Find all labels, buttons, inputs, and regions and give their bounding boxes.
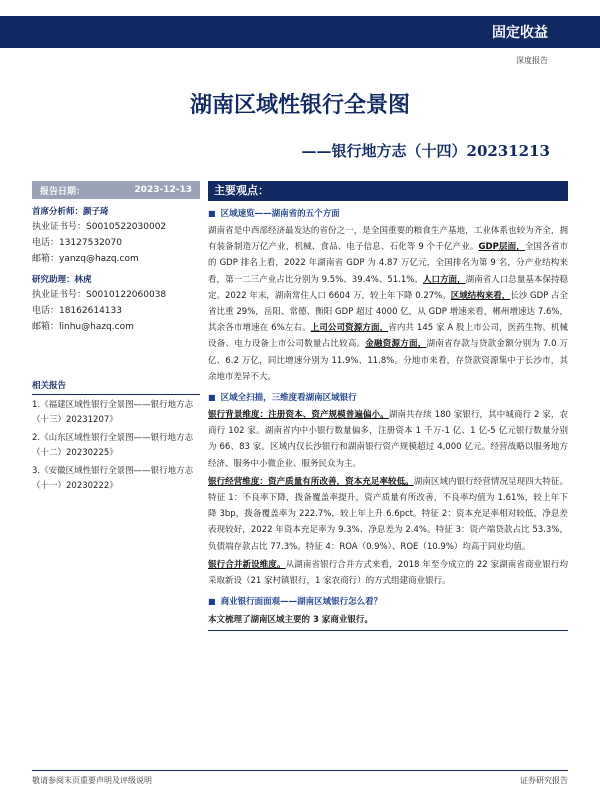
page-header [0, 0, 600, 72]
footer-disclaimer: 敬请参阅末页重要声明及评级说明 [32, 776, 152, 785]
section-title: 区域速览——湖南省的五个方面 [220, 209, 340, 219]
paragraph-text: 省内共 145 家 A 股上市公司，医药生物、机械设备、电力设备上市公司数量占比较高。 [208, 323, 568, 350]
keyword-bank-merger: 银行合并新设维度。 [208, 559, 286, 570]
assistant-role: 研究助理：林虎 [32, 275, 92, 285]
assistant-cert: 执业证书号：S0010122060038 [32, 290, 167, 300]
analyst-email[interactable]: 邮箱：yanzq@hazq.com [32, 254, 139, 264]
report-date-value: 2023-12-13 [134, 185, 192, 195]
section-heading-banks [208, 595, 568, 609]
keyword-bank-background: 银行背景维度：注册资本、资产规模普遍偏小。 [208, 410, 389, 421]
section-bullet-icon: ■ [208, 597, 216, 607]
report-subtitle: ——银行地方志（十四）20231213 [301, 142, 550, 160]
analyst-phone: 电话：13127532070 [32, 238, 122, 248]
paragraph-text: 湖南共存续 180 家银行，其中城商行 2 家，农商行 102 家。湖南省内中小银行数量偏多，注册资本 1 千万-1 亿、1 亿-5 亿元银行数量分别为 66、83 家。区域内仅长沙银行和湖南银行资产规模超过 4,000 亿元。经营战略以服务地方经济、服务中小微企业、服务民众为主。 [208, 410, 568, 469]
paragraph-text: 湖南省是中西部经济最发达的省份之一，是全国重要的粮食生产基地，工业体系也较为齐全，拥有装备制造万亿产业，机械、食品、电子信息、石化等 9 个千亿产业。 [208, 226, 568, 253]
section-heading-scan [208, 391, 568, 405]
bank-operation-paragraph [208, 474, 568, 555]
paragraph-text: 湖南省存款与贷款金额分别为 7.0 万亿、6.2 万亿，同比增速分别为 11.9%、11.8%。分地市来看，存贷款资源集中于长沙市，其余地市差异不大。 [208, 339, 568, 382]
keyword-listed-companies: 上司公司资源方面， [310, 323, 389, 334]
section-title: 区域全扫描，三维度看湖南区域银行 [220, 393, 357, 404]
key-points-heading: 主要观点： [208, 181, 568, 201]
paragraph-text: 湖南省人口总量基本保持稳定。2022 年末，湖南常住人口 6604 万，较上年下降 0.27%。 [208, 274, 568, 301]
related-report-item[interactable]: 1.《福建区域性银行全景图——银行地方志（十三）20231207》 [32, 400, 194, 425]
keyword-population: 人口方面， [422, 274, 466, 285]
keyword-bank-operation: 银行经营维度：资产质量有所改善，资本充足率较低。 [208, 476, 414, 487]
keyword-financial-resources: 金融资源方面， [365, 339, 427, 350]
paragraph-text: 从湖南省银行合并方式来看，2018 年至今成立的 22 家湖南省商业银行均采取新设（21 家村镇银行，1 家农商行）的方式组建商业银行。 [208, 559, 568, 587]
page-footer [32, 770, 568, 786]
main-content [208, 181, 568, 631]
report-title: 湖南区域性银行全景图 [189, 92, 410, 118]
banks-summary-line: 本文梳理了湖南区域主要的 3 家商业银行。 [208, 613, 568, 631]
section-heading-region [208, 207, 568, 221]
assistant-phone: 电话：18162614133 [32, 306, 122, 316]
header-report-type: 深度报告 [516, 56, 548, 65]
header-category: 固定收益 [492, 25, 548, 41]
paragraph-text: 长沙 GDP 占全省比重 29%，岳阳、常德、衡阳 GDP 超过 4000 亿，从 GDP 增速来看，郴州增速达 7.6%，其余各市增速在 6%左右。 [208, 290, 568, 334]
analyst-cert: 执业证书号：S0010522030002 [32, 222, 167, 232]
bank-merger-paragraph [208, 557, 568, 589]
related-report-item[interactable]: 3.《安徽区域性银行全景图——银行地方志（十一）20230222》 [32, 466, 194, 491]
assistant-email[interactable]: 邮箱：linhu@hazq.com [32, 322, 134, 332]
section-bullet-icon: ■ [208, 209, 216, 218]
paragraph-text: 全国各省市的 GDP 排名上看，2022 年湖南省 GDP 为 4.87 万亿元，全国排名为第 9 名，分产业结构来看，第一二三产业占比分别为 9.5%、39.4%、51.1%。 [208, 242, 568, 285]
related-reports-heading: 相关报告 [32, 379, 200, 395]
paragraph-text: 湖南区域内银行经营情况呈现四大特征。特征 1：不良率下降，拨备覆盖率提升，资产质量有所改善，不良率均值为 1.61%，较上年下降 3bp，拨备覆盖率为 222.7%，较上年上升 6.6pct。特征 2：资本充足率相对较低，净息差表现较好，2022 年资本充足率为 9.3%、净息差为 2.4%。特征 3：资产端贷款占比 53.3%，负债端存款占比 77.3%。特征 4：ROA（0.9%）、ROE（10.9%）均高于同业均值。 [208, 476, 568, 552]
section-bullet-icon: ■ [208, 393, 216, 403]
keyword-structure: 区域结构来看， [450, 290, 511, 301]
report-date-label: 报告日期： [40, 186, 86, 197]
report-date-bar [32, 181, 200, 199]
bank-background-paragraph [208, 407, 568, 472]
keyword-gdp: GDP层面， [478, 242, 525, 253]
region-overview-paragraph [208, 223, 568, 385]
analyst-role: 首席分析师：颜子琦 [32, 207, 109, 217]
related-report-item[interactable]: 2.《山东区域性银行全景图——银行地方志（十二）20230225》 [32, 433, 194, 458]
footer-label: 证券研究报告 [520, 776, 568, 785]
sidebar [32, 181, 200, 494]
section-title: 商业银行面面观——湖南区域银行怎么看？ [220, 597, 383, 608]
